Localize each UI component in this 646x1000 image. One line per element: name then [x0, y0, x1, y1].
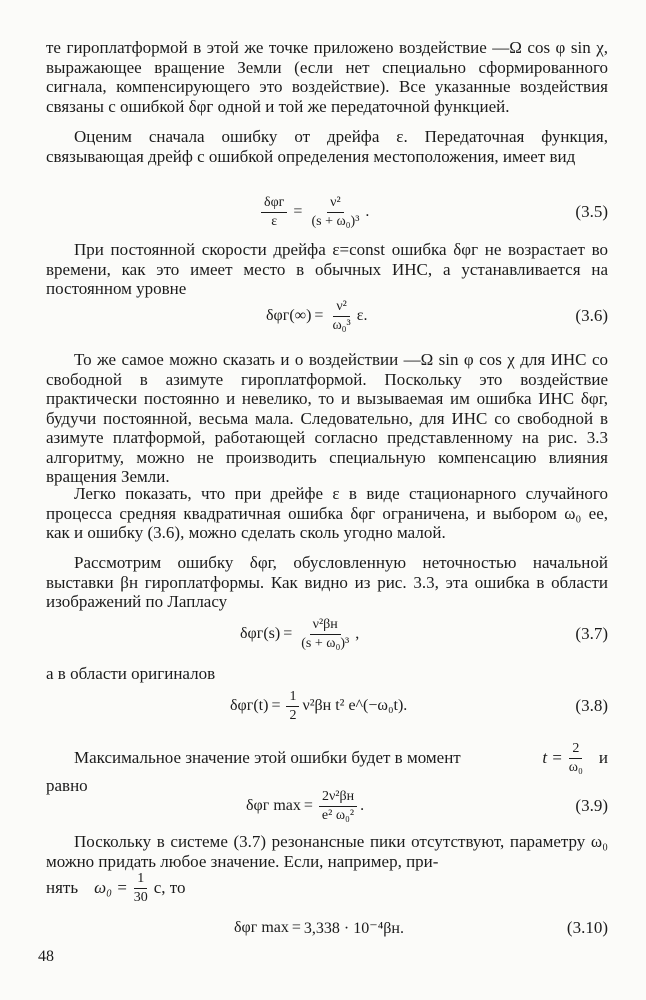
eq35-lhs-numerator: δφг: [261, 195, 287, 213]
paragraph-10-numerator: 1: [134, 871, 147, 889]
eq36-fraction: [329, 299, 353, 334]
eq37-lhs: δφг(s): [240, 625, 281, 642]
eq310-lhs: δφг max: [234, 919, 289, 936]
eq38-label: (3.8): [575, 696, 608, 715]
eq38-rhs: ν²βн t² e^(−ω₀t).: [302, 697, 408, 714]
eq310-rhs: 3,338 · 10⁻⁴βн.: [303, 920, 404, 937]
paragraph-2: Оценим сначала ошибку от дрейфа ε. Передаточная функция, связывающая дрейф с ошибкой определения местоположения, имеет вид: [46, 127, 608, 166]
paragraph-8-text: Максимальное значение этой ошибки будет в момент: [74, 748, 461, 768]
paragraph-3: При постоянной скорости дрейфа ε=const ошибка δφг не возрастает во времени, как это имеет место в обычных ИНС, а устанавливается на постоянном уровне: [46, 240, 608, 298]
eq37-equals: =: [283, 625, 293, 642]
eq38-lhs: δφг(t): [230, 697, 269, 714]
eq36-denominator: ω₀³: [332, 317, 351, 333]
paragraph-8-denominator: ω₀: [568, 759, 583, 775]
eq37-numerator: ν²βн: [310, 617, 341, 635]
eq37-fraction: [298, 617, 352, 652]
eq35-lhs-denominator: ε: [271, 213, 278, 229]
equation-3-5: [46, 190, 608, 234]
paragraph-9: Поскольку в системе (3.7) резонансные пики отсутствуют, параметру ω₀ можно придать любое значение. Если, например, при-: [46, 832, 608, 871]
equation-3-10: [46, 906, 608, 950]
eq37-denominator: (s + ω₀)³: [301, 635, 350, 651]
equation-3-9: [46, 784, 608, 828]
eq39-lhs: δφг max: [246, 797, 301, 814]
eq39-fraction: [319, 789, 357, 824]
eq38-half-numerator: 1: [286, 689, 299, 707]
paragraph-8-t: t =: [542, 748, 563, 768]
equation-3-8: [46, 684, 608, 728]
eq310-label: (3.10): [566, 918, 608, 937]
eq35-rhs-fraction: [308, 195, 362, 230]
eq35-rhs-denominator: (s + ω₀)³: [311, 213, 360, 229]
eq39-label: (3.9): [575, 796, 608, 815]
paragraph-10-denominator: 30: [133, 889, 148, 905]
paragraph-8-line: [46, 736, 608, 780]
paragraph-10-tail: c, то: [153, 878, 186, 898]
paragraph-7: а в области оригиналов: [46, 664, 216, 683]
eq39-numerator: 2ν²βн: [319, 789, 357, 807]
paragraph-1: те гироплатформой в этой же точке приложено воздействие —Ω cos φ sin χ, выражающее вращение Земли (если нет специально сформированного сигнала, компенсирующего это воздействие). Все указанные воздействия связаны с ошибкой δφг одной и той же передаточной функцией.: [46, 38, 608, 116]
eq39-denominator: e² ω₀²: [321, 807, 355, 823]
paragraph-8-numerator: 2: [569, 741, 582, 759]
eq37-tail: ,: [355, 625, 360, 642]
paragraph-10-omega: ω₀ =: [94, 878, 128, 898]
eq38-half-denominator: 2: [289, 707, 297, 723]
equation-3-7: [46, 612, 608, 656]
eq35-label: (3.5): [575, 202, 608, 221]
page-number: 48: [38, 948, 54, 965]
eq36-label: (3.6): [575, 306, 608, 325]
paragraph-8b: равно: [46, 776, 88, 795]
eq36-tail: ε.: [356, 307, 368, 324]
eq39-tail: .: [360, 797, 365, 814]
paragraph-5: Легко показать, что при дрейфе ε в виде стационарного случайного процесса средняя квадратичная ошибка δφг ограничена, и выбором ω₀ ее, как и ошибку (3.6), можно сделать сколь угодно малой.: [46, 484, 608, 542]
eq37-label: (3.7): [575, 624, 608, 643]
eq38-half-fraction: [286, 689, 299, 724]
eq38-equals: =: [271, 697, 281, 714]
eq36-numerator: ν²: [333, 299, 350, 317]
eq310-equals: =: [291, 919, 301, 936]
paragraph-10-fraction: [131, 871, 151, 906]
paragraph-10-line: [46, 868, 608, 908]
eq35-lhs-fraction: [261, 195, 287, 230]
paragraph-10-text: нять: [46, 878, 79, 898]
paragraph-4: То же самое можно сказать и о воздействии —Ω sin φ cos χ для ИНС со свободной в азимуте гироплатформой. Поскольку это воздействие практически постоянно и невелико, то и вызываемая им ошибка ИНС δφг, будучи постоянной, весьма мала. Следовательно, для ИНС со свободной в азимуте платформой, работающей согласно представленному на рис. 3.3 алгоритму, можно не производить специальную компенсацию влияния вращения Земли.: [46, 350, 608, 486]
eq35-equals: =: [293, 203, 303, 220]
paragraph-6: Рассмотрим ошибку δφг, обусловленную неточностью начальной выставки βн гироплатформы. Как видно из рис. 3.3, эта ошибка в области изображений по Лапласу: [46, 553, 608, 611]
eq36-lhs: δφг(∞): [266, 307, 312, 324]
eq36-equals: =: [314, 307, 324, 324]
equation-3-6: [46, 294, 608, 338]
eq35-tail: .: [365, 203, 370, 220]
paragraph-8-fraction: [566, 741, 586, 776]
paragraph-8-and: и: [598, 748, 608, 768]
eq35-rhs-numerator: ν²: [327, 195, 344, 213]
eq39-equals: =: [303, 797, 313, 814]
